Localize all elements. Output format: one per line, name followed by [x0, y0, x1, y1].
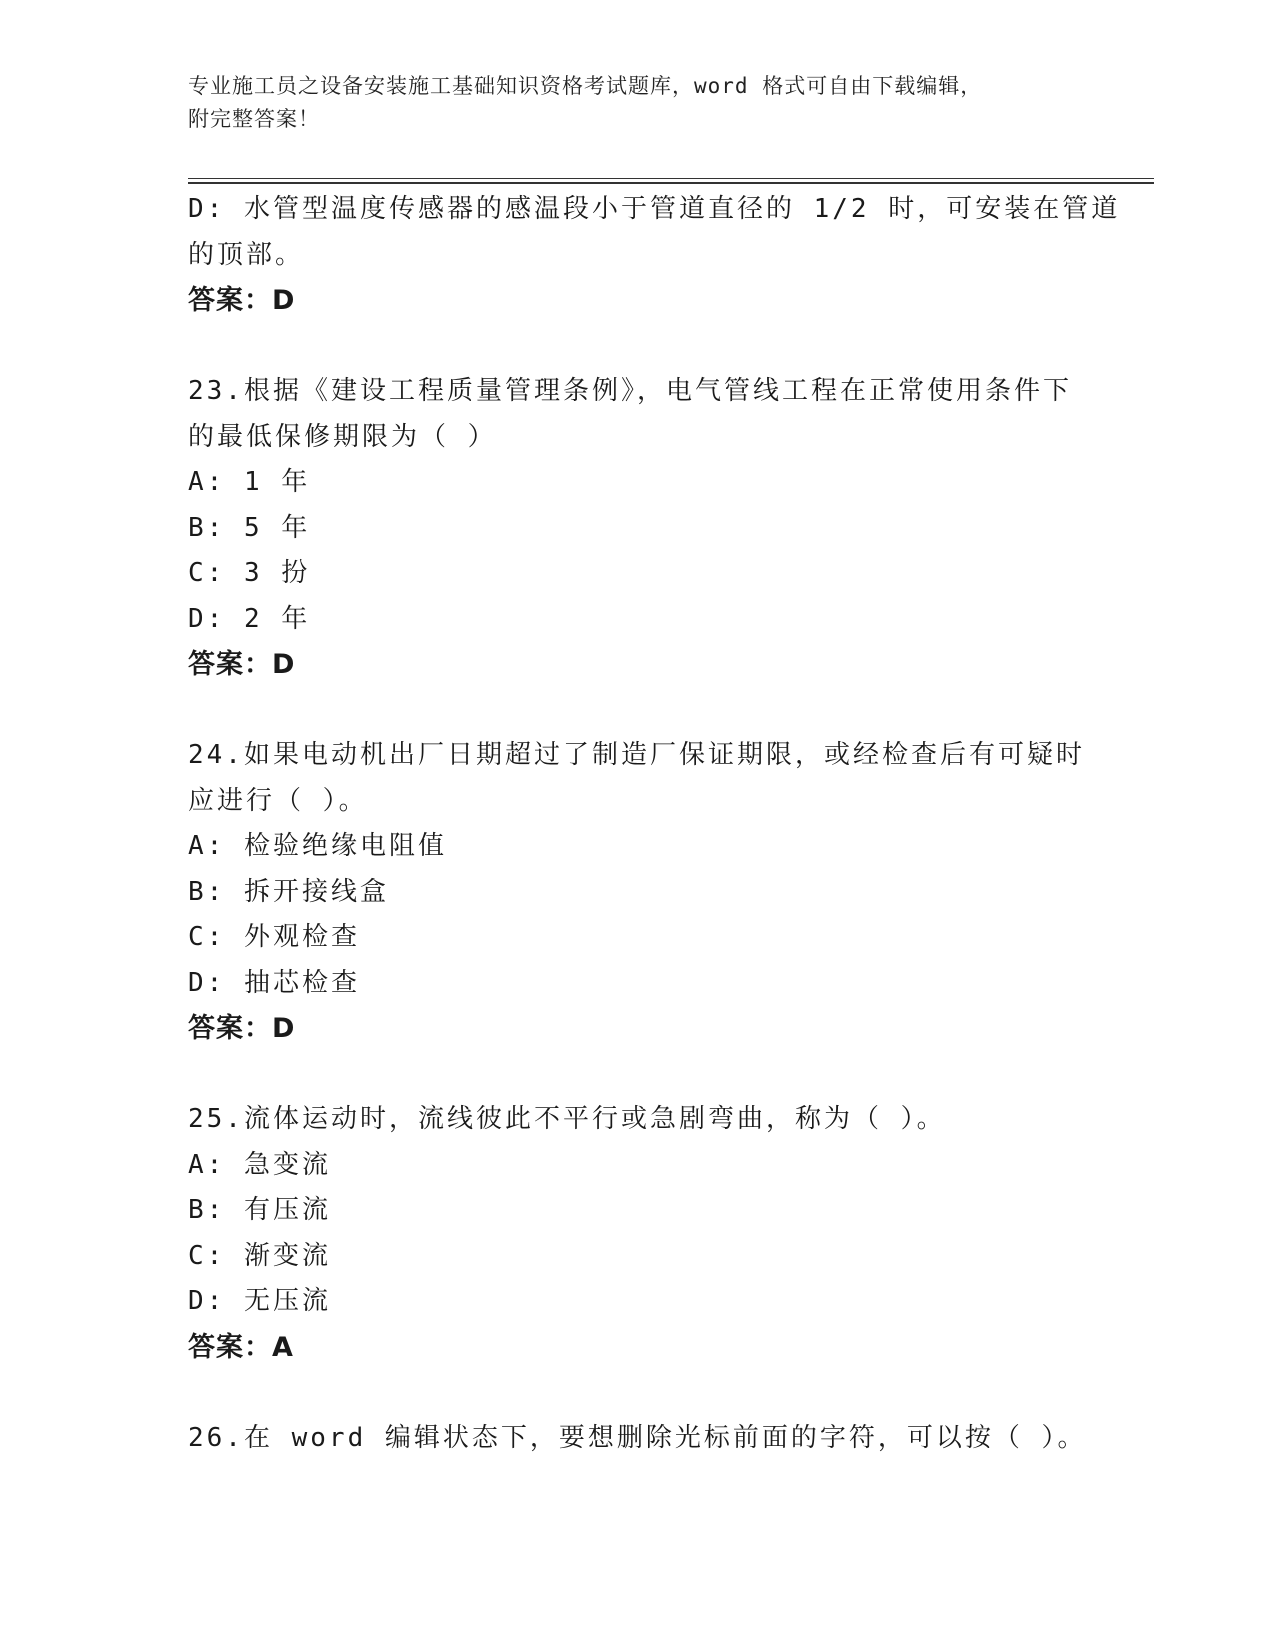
- question-26-stem-line-1: 26.在 word 编辑状态下，要想删除光标前面的字符，可以按（ ）。: [188, 1422, 1087, 1453]
- question-26: [188, 1416, 1088, 1462]
- question-22-tail: [188, 187, 1121, 324]
- question-24-stem-line-2: 应进行（ ）。: [188, 785, 368, 816]
- question-25: [188, 1097, 1088, 1370]
- question-25-stem-line-1: 25.流体运动时，流线彼此不平行或急剧弯曲，称为（ ）。: [188, 1104, 946, 1134]
- question-24-option-c: C: 外观检查: [188, 922, 360, 952]
- question-22-option-d-line-2: 的顶部。: [188, 239, 305, 270]
- question-23-option-b: B: 5 年: [188, 512, 311, 543]
- question-25-option-c: C: 渐变流: [188, 1240, 331, 1271]
- question-25-option-b: B: 有压流: [188, 1195, 331, 1225]
- header-divider: [188, 178, 1154, 184]
- spacer: [188, 688, 1088, 734]
- spacer: [188, 1370, 1088, 1416]
- spacer: [188, 324, 1088, 370]
- question-23-answer: 答案：D: [188, 649, 296, 680]
- question-23-option-a: A: 1 年: [188, 467, 311, 497]
- question-content: [188, 187, 1121, 1461]
- question-25-option-d: D: 无压流: [188, 1286, 331, 1316]
- question-24-option-d: D: 抽芯检查: [188, 967, 360, 998]
- question-24-stem-line-1: 24.如果电动机出厂日期超过了制造厂保证期限，或经检查后有可疑时: [188, 740, 1085, 770]
- question-23-stem-line-2: 的最低保修期限为（ ）: [188, 421, 497, 452]
- question-23-option-d: D: 2 年: [188, 603, 311, 634]
- question-24-option-a: A: 检验绝缘电阻值: [188, 831, 447, 861]
- document-header: [188, 70, 1088, 136]
- question-25-answer: 答案：A: [188, 1331, 294, 1363]
- header-line-2: 附完整答案！: [188, 107, 320, 131]
- question-24: [188, 733, 1088, 1052]
- question-24-answer: 答案：D: [188, 1013, 296, 1044]
- question-22-answer: 答案：D: [188, 285, 296, 316]
- spacer: [188, 1052, 1088, 1098]
- question-23: [188, 369, 1088, 688]
- header-line-1: 专业施工员之设备安装施工基础知识资格考试题库，word 格式可自由下载编辑，: [188, 74, 983, 98]
- question-25-option-a: A: 急变流: [188, 1149, 331, 1180]
- question-22-option-d-line-1: D: 水管型温度传感器的感温段小于管道直径的 1/2 时，可安装在管道: [188, 194, 1121, 224]
- question-23-stem-line-1: 23.根据《建设工程质量管理条例》，电气管线工程在正常使用条件下: [188, 376, 1072, 406]
- question-24-option-b: B: 拆开接线盒: [188, 876, 389, 907]
- question-23-option-c: C: 3 扮: [188, 558, 311, 588]
